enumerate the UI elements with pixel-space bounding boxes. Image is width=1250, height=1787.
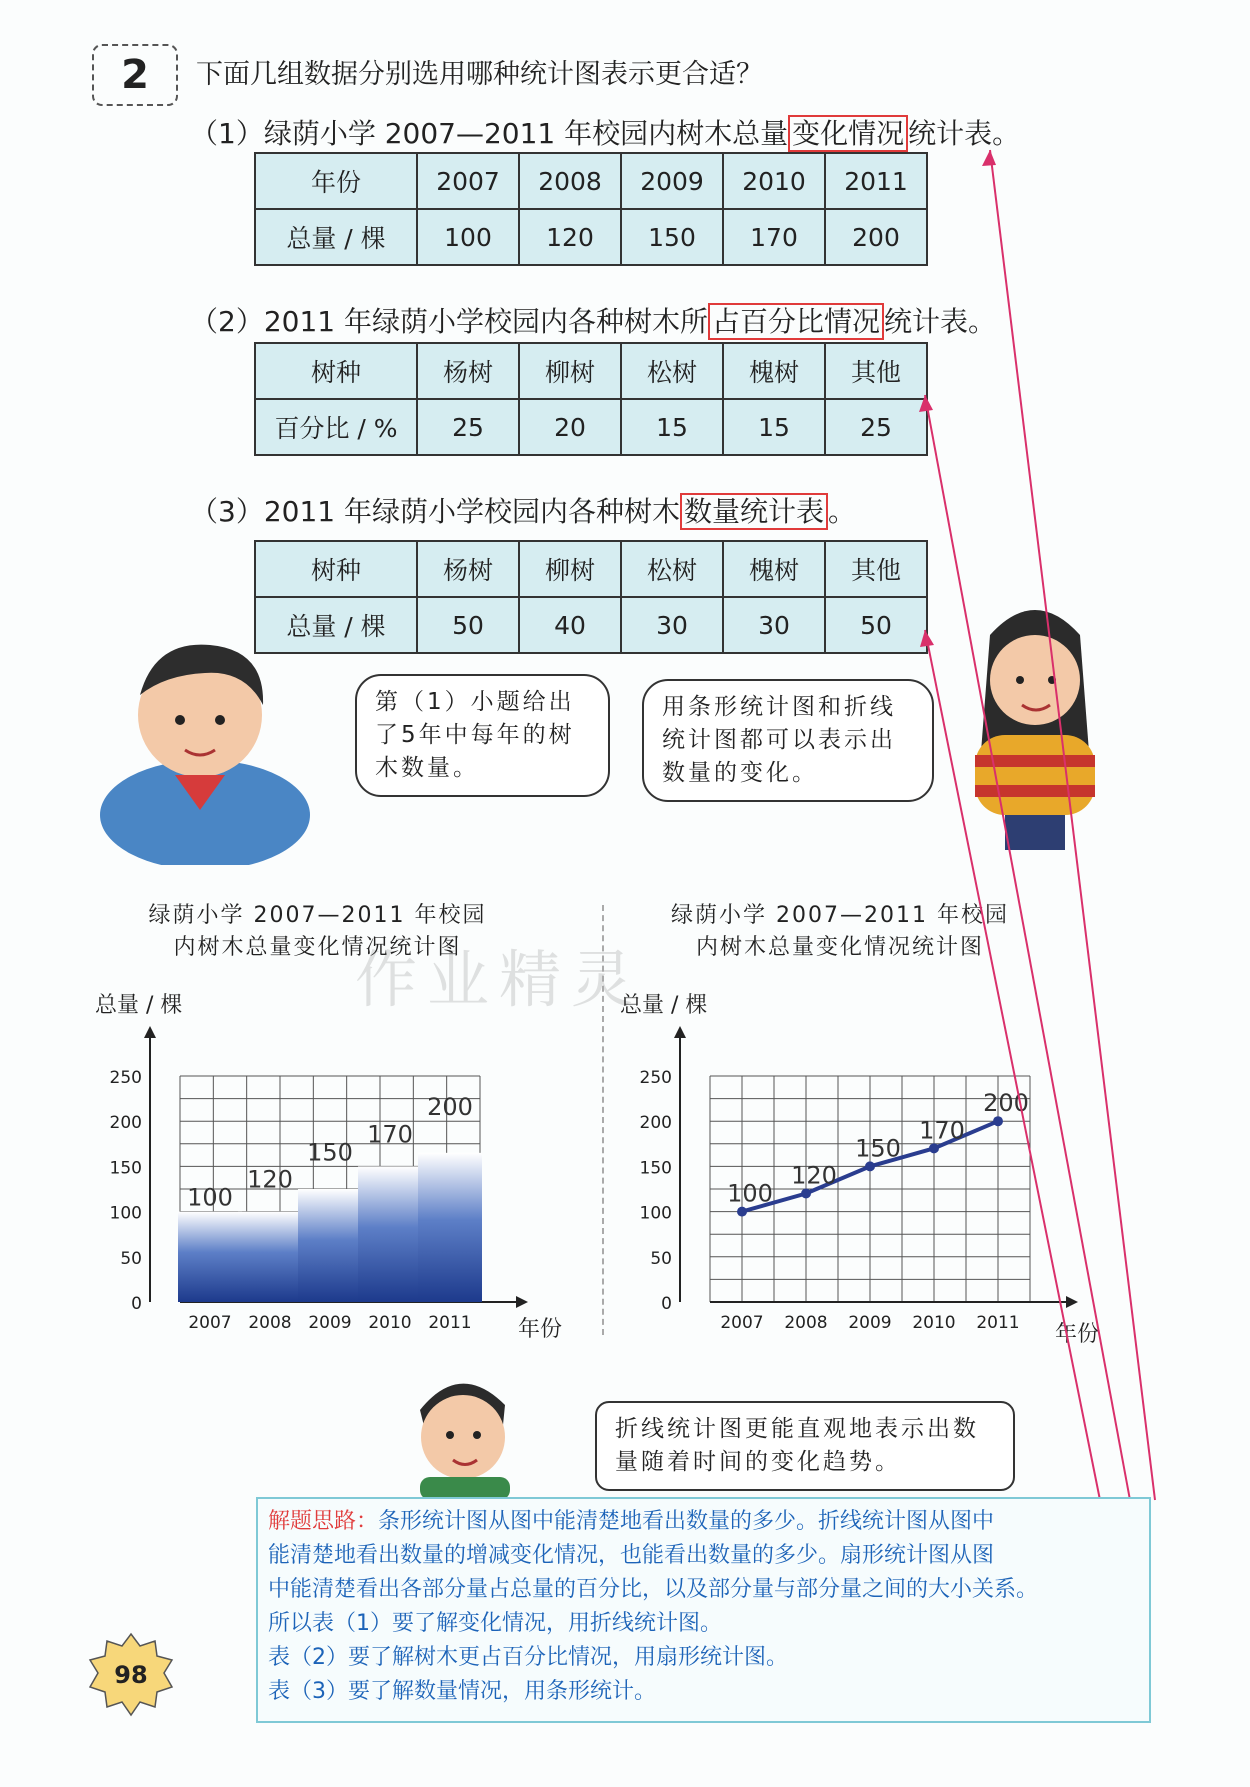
y-tick-label: 200 — [639, 1113, 672, 1134]
table-cell: 20 — [519, 399, 621, 455]
part1-title — [190, 112, 1020, 152]
table-cell: 120 — [519, 209, 621, 265]
table-header-cell: 树种 — [255, 541, 417, 597]
table-cell: 25 — [417, 399, 519, 455]
y-tick-label: 200 — [109, 1113, 142, 1134]
table-cell: 松树 — [621, 541, 723, 597]
solution-line: 所以表（1）要了解变化情况，用折线统计图。 — [268, 1611, 722, 1636]
table-row — [255, 343, 927, 399]
line-chart-title-line1: 绿荫小学 2007—2011 年校园 — [671, 903, 1009, 928]
x-tick-label: 2008 — [248, 1313, 292, 1333]
y-tick-label: 100 — [639, 1203, 672, 1224]
table-cell: 40 — [519, 597, 621, 653]
table-cell: 200 — [825, 209, 927, 265]
x-tick-label: 2008 — [784, 1313, 828, 1333]
x-tick-label: 2007 — [720, 1313, 764, 1333]
bar — [418, 1153, 482, 1302]
part2-title-highlight: 占百分比情况 — [708, 303, 884, 340]
part1-title-post: 统计表。 — [908, 117, 1021, 150]
y-tick-label: 150 — [109, 1158, 142, 1179]
table-part2 — [254, 342, 928, 456]
table-row-label: 总量 / 棵 — [255, 597, 417, 653]
y-tick-label: 150 — [639, 1158, 672, 1179]
girl-illustration — [960, 595, 1110, 855]
line-chart-ylabel: 总量 / 棵 — [620, 993, 708, 1018]
bar-chart-title — [110, 900, 525, 964]
y-axis-arrow — [674, 1026, 686, 1038]
line-chart-xlabel: 年份 — [1055, 1322, 1100, 1347]
table-cell: 15 — [621, 399, 723, 455]
bar — [358, 1166, 422, 1302]
speech-bubble-boy1: 第（1）小题给出了5年中每年的树木数量。 — [355, 674, 610, 797]
part2-title-post: 统计表。 — [884, 305, 997, 338]
bar-chart-title-line1: 绿荫小学 2007—2011 年校园 — [148, 903, 487, 928]
line-chart-title-line2: 内树木总量变化情况统计图 — [695, 935, 984, 960]
speech-bubble-girl: 用条形统计图和折线统计图都可以表示出数量的变化。 — [642, 679, 934, 802]
part2-title-pre: （2）2011 年绿荫小学校园内各种树木所 — [190, 305, 708, 338]
x-axis-arrow — [1066, 1296, 1078, 1308]
bar-chart-title-line2: 内树木总量变化情况统计图 — [173, 935, 462, 960]
solution-text: 条形统计图从图中能清楚地看出数量的多少。折线统计图从图中 — [378, 1509, 995, 1534]
y-tick-label: 0 — [661, 1294, 672, 1314]
x-tick-label: 2010 — [368, 1313, 412, 1333]
data-label: 120 — [247, 1165, 293, 1194]
question-number: 2 — [92, 44, 178, 106]
x-tick-label: 2011 — [976, 1313, 1020, 1333]
part3-title-pre: （3）2011 年绿荫小学校园内各种树木 — [190, 495, 680, 528]
speech-bubble-boy2: 折线统计图更能直观地表示出数量随着时间的变化趋势。 — [595, 1401, 1015, 1491]
line-chart-title — [640, 900, 1040, 964]
page-number: 98 — [114, 1661, 148, 1689]
x-tick-label: 2011 — [428, 1313, 472, 1333]
table-cell: 杨树 — [417, 541, 519, 597]
table-row — [255, 597, 927, 653]
x-axis-arrow — [516, 1296, 528, 1308]
table-row — [255, 209, 927, 265]
data-point — [929, 1143, 939, 1153]
solution-line: 能清楚地看出数量的增减变化情况，也能看出数量的多少。扇形统计图从图 — [268, 1543, 995, 1568]
part2-title — [190, 300, 996, 340]
table-cell: 2008 — [519, 153, 621, 209]
solution-box — [256, 1497, 1151, 1723]
table-cell: 170 — [723, 209, 825, 265]
table-cell: 2007 — [417, 153, 519, 209]
table-cell: 柳树 — [519, 343, 621, 399]
bar — [178, 1212, 242, 1302]
part3-title-highlight: 数量统计表 — [680, 493, 828, 530]
data-label: 100 — [727, 1179, 773, 1208]
bar-chart-ylabel: 总量 / 棵 — [95, 993, 183, 1018]
y-tick-label: 250 — [109, 1068, 142, 1088]
data-label: 100 — [187, 1183, 233, 1212]
y-tick-label: 250 — [639, 1068, 672, 1088]
x-tick-label: 2009 — [848, 1313, 892, 1333]
line-chart — [625, 1010, 1145, 1340]
data-label: 150 — [855, 1134, 901, 1163]
table-cell: 2010 — [723, 153, 825, 209]
boy-illustration-1 — [95, 625, 345, 865]
table-cell: 杨树 — [417, 343, 519, 399]
table-cell: 柳树 — [519, 541, 621, 597]
table-cell: 30 — [723, 597, 825, 653]
table-row — [255, 399, 927, 455]
x-tick-label: 2009 — [308, 1313, 352, 1333]
table-cell: 2009 — [621, 153, 723, 209]
solution-line — [268, 1505, 1139, 1539]
table-row-label: 总量 / 棵 — [255, 209, 417, 265]
table-cell: 30 — [621, 597, 723, 653]
table-cell: 15 — [723, 399, 825, 455]
data-point — [737, 1207, 747, 1217]
x-tick-label: 2007 — [188, 1313, 232, 1333]
table-cell: 150 — [621, 209, 723, 265]
part1-title-highlight: 变化情况 — [788, 115, 908, 152]
y-tick-label: 0 — [131, 1294, 142, 1314]
part3-title — [190, 490, 856, 530]
y-tick-label: 50 — [650, 1248, 672, 1269]
data-label: 200 — [427, 1093, 473, 1122]
bar-chart-xlabel: 年份 — [518, 1317, 563, 1342]
table-row-label: 百分比 / % — [255, 399, 417, 455]
table-cell: 50 — [825, 597, 927, 653]
table-cell: 槐树 — [723, 343, 825, 399]
table-cell: 100 — [417, 209, 519, 265]
bar-chart — [95, 1010, 595, 1340]
solution-line: 表（3）要了解数量情况，用条形统计。 — [268, 1679, 656, 1704]
question-text: 下面几组数据分别选用哪种统计图表示更合适？ — [196, 59, 763, 90]
y-tick-label: 50 — [120, 1248, 142, 1269]
y-axis-arrow — [144, 1026, 156, 1038]
data-label: 120 — [791, 1161, 837, 1190]
data-label: 200 — [983, 1089, 1029, 1118]
table-part1 — [254, 152, 928, 266]
data-point — [801, 1189, 811, 1199]
table-cell: 槐树 — [723, 541, 825, 597]
table-cell: 50 — [417, 597, 519, 653]
table-header-cell: 树种 — [255, 343, 417, 399]
solution-label: 解题思路： — [268, 1509, 379, 1534]
table-cell: 松树 — [621, 343, 723, 399]
table-cell: 2011 — [825, 153, 927, 209]
part3-title-post: 。 — [828, 495, 857, 528]
table-cell: 25 — [825, 399, 927, 455]
table-cell: 其他 — [825, 343, 927, 399]
table-header-cell: 年份 — [255, 153, 417, 209]
watermark-text: 作业精灵 — [355, 943, 644, 1016]
data-point — [993, 1116, 1003, 1126]
data-label: 170 — [919, 1116, 965, 1145]
part1-title-pre: （1）绿荫小学 2007—2011 年校园内树木总量 — [190, 117, 789, 150]
y-tick-label: 100 — [109, 1203, 142, 1224]
chart-divider — [602, 905, 604, 1335]
solution-line: 中能清楚看出各部分量占总量的百分比，以及部分量与部分量之间的大小关系。 — [268, 1577, 1039, 1602]
boy-illustration-2 — [405, 1365, 525, 1500]
table-cell: 其他 — [825, 541, 927, 597]
pointer-arrowhead — [982, 150, 996, 166]
x-tick-label: 2010 — [912, 1313, 956, 1333]
table-part3 — [254, 540, 928, 654]
data-point — [865, 1161, 875, 1171]
solution-line: 表（2）要了解树木更占百分比情况，用扇形统计图。 — [268, 1645, 788, 1670]
data-label: 170 — [367, 1120, 413, 1149]
data-label: 150 — [307, 1138, 353, 1167]
table-row — [255, 541, 927, 597]
table-row — [255, 153, 927, 209]
bar — [238, 1212, 302, 1302]
bar — [298, 1189, 362, 1302]
